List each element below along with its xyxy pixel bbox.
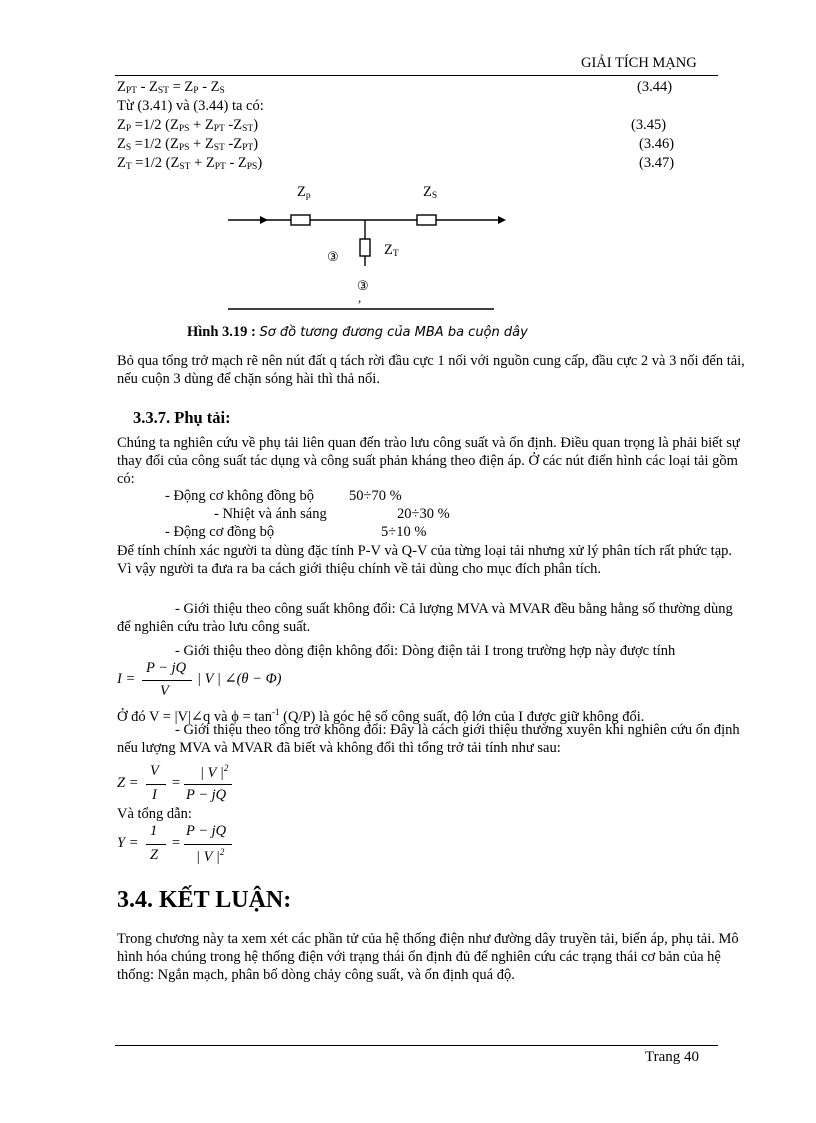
load-item: - Động cơ đồng bộ [165, 524, 275, 540]
load-item: - Động cơ không đồng bộ [165, 488, 315, 504]
zp-label: $Z_p$ [297, 184, 311, 201]
figure-caption [187, 324, 528, 341]
figure-label: Hình 3.19 : [187, 324, 256, 340]
equation-lhs: $Z_P =1/2$ ($Z_{PS} + Z_{PT}$ $-Z_{ST}$) [117, 117, 259, 134]
impedance-zs-box [417, 215, 436, 225]
admittance-label: Và tổng dẫn: [117, 806, 192, 822]
paragraph-constant-current: - Giới thiệu theo dòng điện không đổi: Dòng điện tải I trong trường hợp này được tính [175, 643, 676, 659]
section-heading-3-4: 3.4. KẾT LUẬN: [117, 887, 292, 913]
load-percent: 50÷70 % [349, 488, 402, 504]
equation-3-44 [117, 79, 707, 98]
formula-y-eq: = [171, 835, 181, 851]
impedance-zp-box [291, 215, 310, 225]
arrow-left-icon [260, 216, 268, 224]
equation-number: (3.47) [639, 155, 675, 171]
formula-z-lhs: Z = [117, 775, 139, 791]
formula-z-n2: | V $|^2$ [200, 763, 229, 781]
footer-rule [115, 1045, 718, 1046]
equation-lhs: $Z_S =1/2$ ($Z_{PS} + Z_{ST}$ $-Z_{PT}$) [117, 136, 259, 153]
paragraph-constant-impedance: - Giới thiệu theo tổng trở không đổi: Đây là cách giới thiệu thường xuyên khi nghiên cứu ổn định nếu lượng MVA và MVAR đã biết và không đổi thì tổng trở tải tính như sau: [117, 722, 740, 756]
paragraph-pv-qv: Để tính chính xác người ta dùng đặc tính P-V và Q-V của từng loại tải nhưng xử lý phân tích rất phức tạp. Vì vậy người ta đưa ra ba cách giới thiệu chính về tải dùng cho mục đích phân tích. [117, 543, 733, 577]
formula-z-bar1 [146, 784, 166, 785]
arrow-right-icon [498, 216, 506, 224]
formula-z-d1: I [152, 787, 157, 803]
equation-lhs: $Z_T =1/2$ $(Z_{ST} + Z_{PT} - Z_{PS})$ [117, 155, 263, 172]
equation-3-46 [117, 136, 707, 155]
intro-line: Từ (3.41) và (3.44) ta có: [117, 98, 264, 114]
equation-number: (3.45) [631, 117, 667, 133]
load-percent: 20÷30 % [397, 506, 450, 522]
formula-z-n1: V [150, 763, 159, 779]
zs-label: $Z_S$ [423, 184, 438, 201]
page-number: Trang 40 [645, 1049, 700, 1065]
formula-y-n1: 1 [150, 823, 158, 839]
formula-y-bar2 [184, 844, 232, 845]
paragraph-shunt: Bỏ qua tổng trở mạch rẽ nên nút đất q tách rời đầu cực 1 nối với nguồn cung cấp, đầu cực 2 và 3 nối đến tải, nếu cuộn 3 dùng để chặn sóng hài thì thả nổi. [117, 353, 745, 387]
zt-label: $Z_T$ [384, 242, 399, 259]
section-heading-3-3-7: 3.3.7. Phụ tải: [133, 408, 231, 427]
formula-i-fraction-bar [142, 680, 192, 681]
formula-y-n2: P − jQ [186, 823, 227, 839]
three-winding-transformer-diagram [228, 178, 518, 313]
running-header: GIẢI TÍCH MẠNG [581, 55, 697, 71]
formula-y-d1: Z [150, 847, 159, 863]
formula-i-rest: | V | ∠(θ − Φ) [197, 671, 282, 687]
paragraph-conclusion: Trong chương này ta xem xét các phần tử của hệ thống điện như đường dây truyền tải, biến áp, phụ tải. Mô hình hóa chúng trong hệ thống điện với trạng thái ổn định đủ để nghiên cứu các trạng thái cơ bản của hệ thống: Ngắn mạch, phân bố dòng chảy công suất, và ổn định quá độ. [117, 931, 739, 983]
header-rule [115, 75, 718, 76]
equation-3-47 [117, 155, 707, 174]
formula-i-lhs: I = [117, 671, 136, 687]
figure-caption-text: Sơ đồ tương đương của MBA ba cuộn dây [259, 325, 528, 340]
formula-z-bar2 [184, 784, 232, 785]
node-marker-left: ③ [327, 249, 339, 264]
equation-3-45 [117, 117, 707, 136]
formula-y-d2: | V $|^2$ [196, 847, 225, 865]
formula-i-denominator: V [160, 683, 169, 699]
formula-y-bar1 [146, 844, 166, 845]
node-marker-bottom: ③ [357, 278, 369, 293]
formula-i-numerator: P − jQ [146, 660, 187, 676]
impedance-zt-box [360, 239, 370, 256]
paragraph-constant-power: - Giới thiệu theo công suất không đổi: Cả lượng MVA và MVAR đều bằng hằng số thường dùng để nghiên cứu trào lưu công suất. [117, 601, 733, 635]
formula-z-eq: = [171, 775, 181, 791]
formula-z-d2: P − jQ [186, 787, 227, 803]
equation-number: (3.44) [637, 79, 673, 95]
load-item: - Nhiệt và ánh sáng [214, 506, 327, 522]
equation-lhs: $Z_{PT} - Z_{ST} = Z_P - Z_S$ [117, 79, 225, 96]
paragraph-power-factor: Ở đó V = |V|∠q và $\phi = \tan^{-1} (Q/P)$ là góc hệ số công suất, độ lớn của I được giữ không đổi. [117, 707, 645, 725]
load-percent: 5÷10 % [381, 524, 427, 540]
formula-y-lhs: Y = [117, 835, 139, 851]
paragraph-load-intro: Chúng ta nghiên cứu về phụ tải liên quan đến trào lưu công suất và ổn định. Điều quan trọng là phải biết sự thay đổi của công suất tác dụng và công suất phản kháng theo điện áp. Ở các nút điển hình các loại tải gồm có: [117, 435, 740, 487]
equation-number: (3.46) [639, 136, 675, 152]
node-marker-bottom-mark: , [358, 290, 362, 305]
